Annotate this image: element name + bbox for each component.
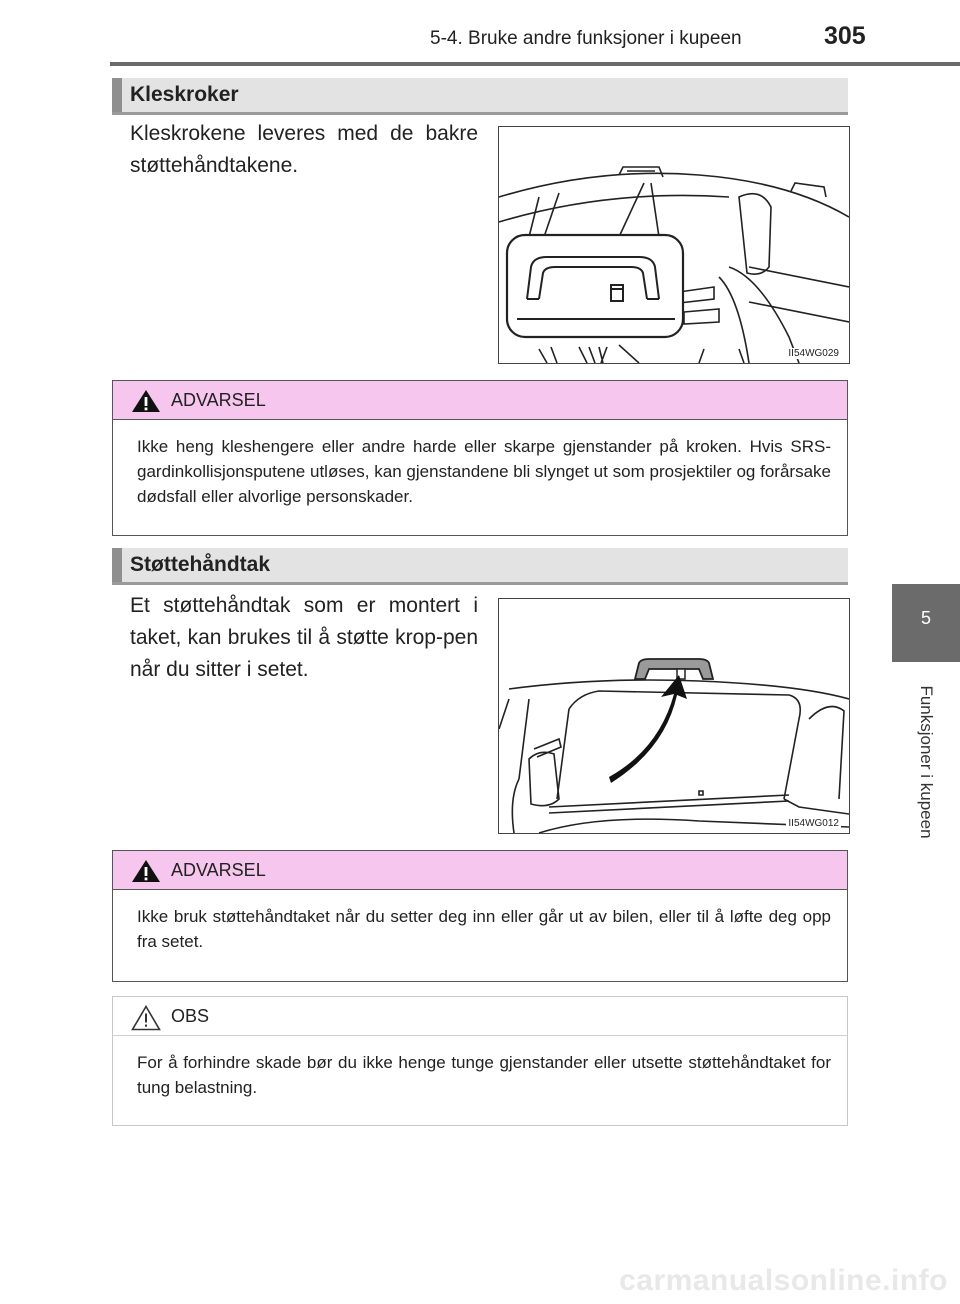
section-text-kleskroker: Kleskrokene leveres med de bakre støttehåndtakene. bbox=[130, 122, 478, 177]
warning-box-grip bbox=[112, 850, 848, 982]
running-header-title: 5-4. Bruke andre funksjoner i kupeen bbox=[430, 28, 742, 49]
coat-hook-illustration bbox=[499, 127, 849, 363]
warning-box-hook bbox=[112, 380, 848, 536]
warning-text: Ikke heng kleshengere eller andre harde eller skarpe gjenstander på kroken. Hvis SRS-gardinkollisjonsputene utløses, kan gjenstandene bli slynget ut som prosjektiler og forårsake dødsfall eller alvorlige personskader. bbox=[137, 437, 831, 506]
notice-box bbox=[112, 996, 848, 1126]
watermark: carmanualsonline.info bbox=[619, 1264, 948, 1297]
section-heading-kleskroker bbox=[112, 78, 848, 115]
chapter-title: Funksjoner i kupeen bbox=[917, 685, 936, 839]
figure-assist-grip bbox=[498, 598, 850, 834]
section-heading-stottehandtak bbox=[112, 548, 848, 585]
section-heading-text: Kleskroker bbox=[130, 83, 239, 106]
notice-label: OBS bbox=[171, 1006, 210, 1026]
figure-id: II54WG029 bbox=[788, 348, 839, 359]
section-heading-text: Støttehåndtak bbox=[130, 553, 271, 576]
chapter-number: 5 bbox=[920, 608, 931, 628]
notice-header bbox=[113, 997, 847, 1036]
figure-coat-hook bbox=[498, 126, 850, 364]
warning-text: Ikke bruk støttehåndtaket når du setter deg inn eller går ut av bilen, eller til å løfte deg opp fra setet. bbox=[137, 907, 831, 951]
warning-label: ADVARSEL bbox=[171, 860, 266, 880]
page-number: 305 bbox=[824, 22, 866, 50]
warning-label: ADVARSEL bbox=[171, 390, 266, 410]
warning-triangle-icon bbox=[131, 389, 161, 413]
header-rule bbox=[110, 62, 960, 66]
warning-triangle-icon bbox=[131, 859, 161, 883]
notice-text: For å forhindre skade bør du ikke henge tunge gjenstander eller utsette støttehåndtaket for tung belastning. bbox=[137, 1053, 831, 1097]
caution-triangle-icon bbox=[131, 1005, 161, 1031]
section-text-stottehandtak: Et støttehåndtak som er montert i taket, kan brukes til å støtte krop-pen når du sitter i setet. bbox=[130, 594, 478, 681]
figure-id: II54WG012 bbox=[788, 818, 839, 829]
assist-grip-illustration bbox=[499, 599, 849, 833]
chapter-tab bbox=[892, 584, 960, 662]
warning-header bbox=[113, 851, 847, 890]
warning-header bbox=[113, 381, 847, 420]
